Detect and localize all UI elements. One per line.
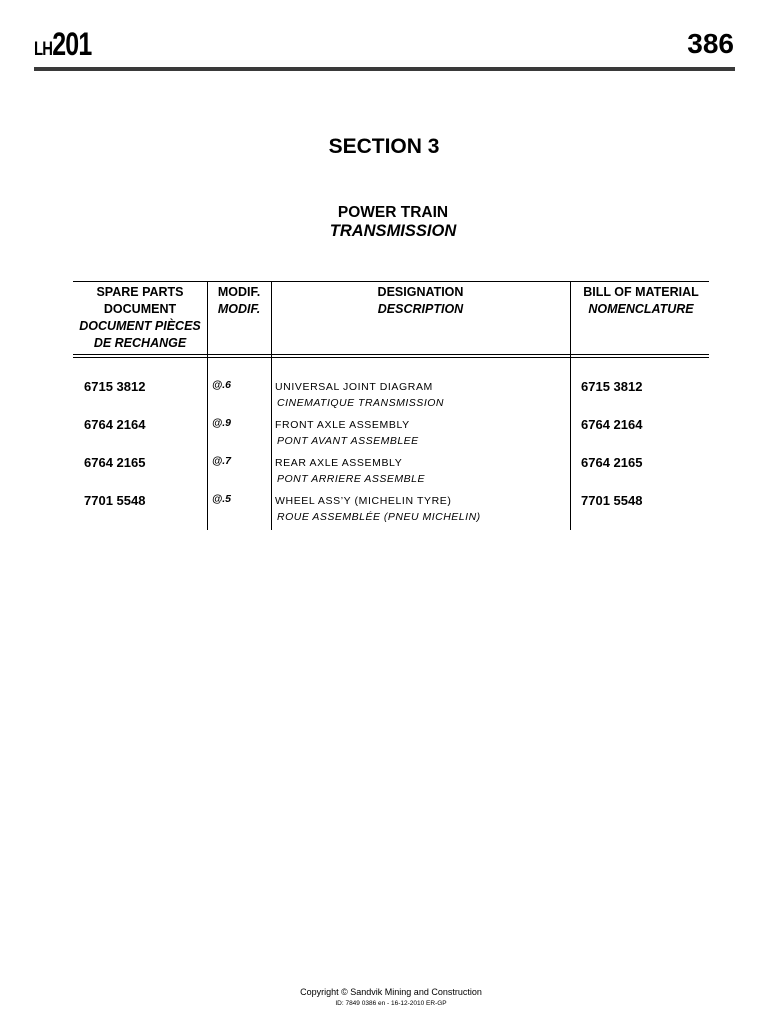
row-designation: REAR AXLE ASSEMBLY bbox=[275, 457, 403, 469]
page-number: 386 bbox=[687, 28, 734, 59]
row-modification: @.9 bbox=[212, 417, 231, 429]
table-header-rule-double bbox=[73, 357, 709, 358]
table-top-rule bbox=[73, 281, 709, 282]
row-designation: WHEEL ASS’Y (MICHELIN TYRE) bbox=[275, 495, 452, 507]
document-id: ID: 7849 0386 en - 16-12-2010 ER-GP bbox=[335, 1000, 447, 1007]
row-modification: @.7 bbox=[212, 455, 231, 467]
model-designation bbox=[34, 26, 92, 68]
row-description-fr: ROUE ASSEMBLÉE (PNEU MICHELIN) bbox=[277, 511, 481, 523]
row-bill-of-material: 7701 5548 bbox=[581, 493, 643, 508]
column-divider bbox=[570, 281, 571, 530]
row-modification: @.6 bbox=[212, 379, 231, 391]
column-divider bbox=[271, 281, 272, 530]
header-line: DOCUMENT bbox=[103, 302, 177, 316]
row-document-number: 6764 2165 bbox=[84, 455, 146, 470]
column-header-bom bbox=[570, 284, 712, 318]
model-number: 201 bbox=[52, 26, 92, 62]
header-line-fr: DE RECHANGE bbox=[93, 336, 187, 350]
header-line-fr: DOCUMENT PIÈCES bbox=[79, 319, 201, 333]
row-bill-of-material: 6764 2164 bbox=[581, 417, 643, 432]
header-line: MODIF. bbox=[217, 285, 261, 299]
row-description-fr: CINEMATIQUE TRANSMISSION bbox=[277, 397, 444, 409]
column-divider bbox=[207, 281, 208, 530]
row-modification: @.5 bbox=[212, 493, 231, 505]
copyright-notice: Copyright © Sandvik Mining and Construction bbox=[300, 987, 482, 997]
row-description-fr: PONT ARRIERE ASSEMBLE bbox=[277, 473, 426, 485]
row-document-number: 6764 2164 bbox=[84, 417, 146, 432]
row-bill-of-material: 6715 3812 bbox=[581, 379, 643, 394]
row-document-number: 6715 3812 bbox=[84, 379, 146, 394]
row-description-fr: PONT AVANT ASSEMBLEE bbox=[277, 435, 419, 447]
header-line-fr: NOMENCLATURE bbox=[588, 302, 694, 316]
row-document-number: 7701 5548 bbox=[84, 493, 146, 508]
row-bill-of-material: 6764 2165 bbox=[581, 455, 643, 470]
model-prefix: LH bbox=[34, 39, 53, 60]
table-header-rule bbox=[73, 354, 709, 355]
subgroup-title: TRANSMISSION bbox=[329, 222, 457, 240]
header-line: DESIGNATION bbox=[377, 285, 464, 299]
header-rule bbox=[34, 67, 735, 71]
row-designation: UNIVERSAL JOINT DIAGRAM bbox=[275, 381, 433, 393]
column-header-spare-parts bbox=[73, 284, 207, 352]
section-title: SECTION 3 bbox=[328, 135, 440, 158]
row-designation: FRONT AXLE ASSEMBLY bbox=[275, 419, 410, 431]
header-line: SPARE PARTS bbox=[96, 285, 184, 299]
group-title: POWER TRAIN bbox=[337, 204, 449, 221]
header-line: BILL OF MATERIAL bbox=[583, 285, 699, 299]
column-header-modif bbox=[207, 284, 271, 318]
header-line-fr: DESCRIPTION bbox=[377, 302, 464, 316]
column-header-designation bbox=[271, 284, 570, 318]
header-line-fr: MODIF. bbox=[217, 302, 261, 316]
